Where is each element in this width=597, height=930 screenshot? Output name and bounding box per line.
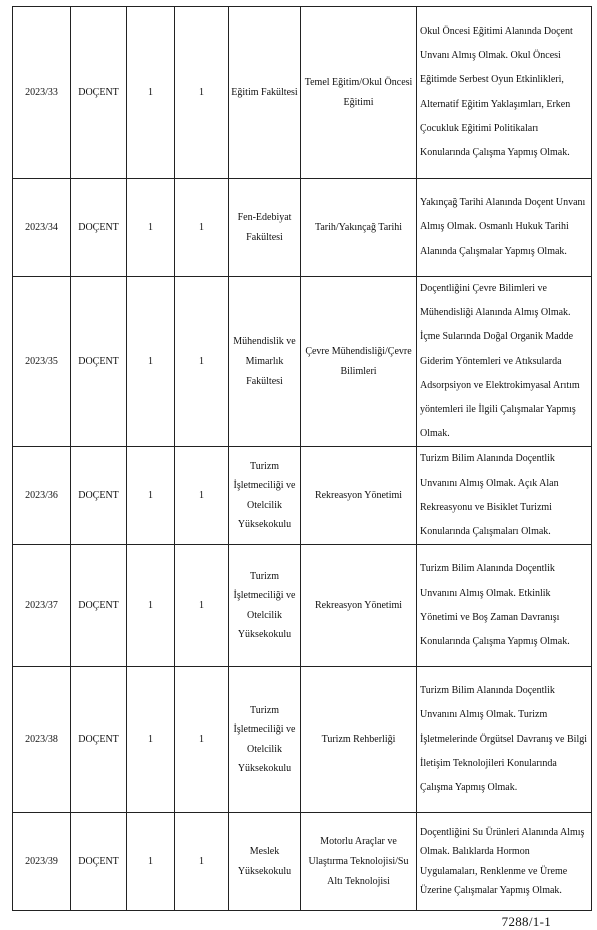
requirements-cell: Turizm Bilim Alanında Doçentlik Unvanını Almış Olmak. Etkinlik Yönetimi ve Boş Zaman Davranışı Konularında Çalışma Yapmış Olmak. bbox=[417, 545, 592, 667]
faculty-cell: Turizm İşletmeciliği ve Otelcilik Yüksekokulu bbox=[229, 545, 301, 667]
position-count-cell: 1 bbox=[127, 277, 175, 447]
grade-cell: 1 bbox=[175, 179, 229, 277]
faculty-cell: Turizm İşletmeciliği ve Otelcilik Yüksekokulu bbox=[229, 667, 301, 813]
title-cell: DOÇENT bbox=[71, 7, 127, 179]
title-cell: DOÇENT bbox=[71, 447, 127, 545]
posting-number-cell: 2023/34 bbox=[13, 179, 71, 277]
department-cell: Turizm Rehberliği bbox=[301, 667, 417, 813]
position-count-cell: 1 bbox=[127, 667, 175, 813]
requirements-cell: Turizm Bilim Alanında Doçentlik Unvanını Almış Olmak. Açık Alan Rekreasyonu ve Bisiklet Turizmi Konularında Çalışmaları Olmak. bbox=[417, 447, 592, 545]
title-cell: DOÇENT bbox=[71, 667, 127, 813]
table-row bbox=[13, 277, 592, 447]
table-row bbox=[13, 447, 592, 545]
grade-cell: 1 bbox=[175, 667, 229, 813]
position-count-cell: 1 bbox=[127, 7, 175, 179]
position-count-cell: 1 bbox=[127, 179, 175, 277]
position-count-cell: 1 bbox=[127, 447, 175, 545]
table-row bbox=[13, 545, 592, 667]
title-cell: DOÇENT bbox=[71, 813, 127, 911]
requirements-cell: Okul Öncesi Eğitimi Alanında Doçent Unvanı Almış Olmak. Okul Öncesi Eğitimde Serbest Oyun Etkinlikleri, Alternatif Eğitim Yaklaşımları, Erken Çocukluk Eğitimi Politikaları Konularında Çalışma Yapmış Olmak. bbox=[417, 7, 592, 179]
grade-cell: 1 bbox=[175, 277, 229, 447]
department-cell: Temel Eğitim/Okul Öncesi Eğitimi bbox=[301, 7, 417, 179]
posting-number-cell: 2023/39 bbox=[13, 813, 71, 911]
position-count-cell: 1 bbox=[127, 545, 175, 667]
table-row bbox=[13, 179, 592, 277]
department-cell: Rekreasyon Yönetimi bbox=[301, 447, 417, 545]
faculty-cell: Eğitim Fakültesi bbox=[229, 7, 301, 179]
title-cell: DOÇENT bbox=[71, 179, 127, 277]
grade-cell: 1 bbox=[175, 447, 229, 545]
position-count-cell: 1 bbox=[127, 813, 175, 911]
table-row bbox=[13, 667, 592, 813]
faculty-cell: Turizm İşletmeciliği ve Otelcilik Yüksekokulu bbox=[229, 447, 301, 545]
grade-cell: 1 bbox=[175, 7, 229, 179]
page-footer-code: 7288/1-1 bbox=[501, 914, 551, 929]
department-cell: Rekreasyon Yönetimi bbox=[301, 545, 417, 667]
posting-number-cell: 2023/33 bbox=[13, 7, 71, 179]
requirements-cell: Doçentliğini Çevre Bilimleri ve Mühendisliği Alanında Almış Olmak. İçme Sularında Doğal Organik Madde Giderim Yöntemleri ve Atıksularda Adsorpsiyon ve Elektrokimyasal Arıtım yöntemleri ile İlgili Çalışmalar Yapmış Olmak. bbox=[417, 277, 592, 447]
grade-cell: 1 bbox=[175, 813, 229, 911]
faculty-cell: Meslek Yüksekokulu bbox=[229, 813, 301, 911]
grade-cell: 1 bbox=[175, 545, 229, 667]
posting-number-cell: 2023/37 bbox=[13, 545, 71, 667]
department-cell: Tarih/Yakınçağ Tarihi bbox=[301, 179, 417, 277]
requirements-cell: Doçentliğini Su Ürünleri Alanında Almış Olmak. Balıklarda Hormon Uygulamaları, Renklenme ve Üreme Üzerine Çalışmalar Yapmış Olmak. bbox=[417, 813, 592, 911]
posting-number-cell: 2023/36 bbox=[13, 447, 71, 545]
department-cell: Motorlu Araçlar ve Ulaştırma Teknolojisi/Su Altı Teknolojisi bbox=[301, 813, 417, 911]
table-row bbox=[13, 813, 592, 911]
title-cell: DOÇENT bbox=[71, 277, 127, 447]
posting-number-cell: 2023/35 bbox=[13, 277, 71, 447]
posting-number-cell: 2023/38 bbox=[13, 667, 71, 813]
requirements-cell: Turizm Bilim Alanında Doçentlik Unvanını Almış Olmak. Turizm İşletmelerinde Örgütsel Davranış ve Bilgi İletişim Teknolojileri Konularında Çalışma Yapmış Olmak. bbox=[417, 667, 592, 813]
faculty-cell: Fen-Edebiyat Fakültesi bbox=[229, 179, 301, 277]
faculty-cell: Mühendislik ve Mimarlık Fakültesi bbox=[229, 277, 301, 447]
table-row bbox=[13, 7, 592, 179]
position-listing-table bbox=[12, 6, 592, 911]
department-cell: Çevre Mühendisliği/Çevre Bilimleri bbox=[301, 277, 417, 447]
title-cell: DOÇENT bbox=[71, 545, 127, 667]
requirements-cell: Yakınçağ Tarihi Alanında Doçent Unvanı Almış Olmak. Osmanlı Hukuk Tarihi Alanında Çalışmalar Yapmış Olmak. bbox=[417, 179, 592, 277]
